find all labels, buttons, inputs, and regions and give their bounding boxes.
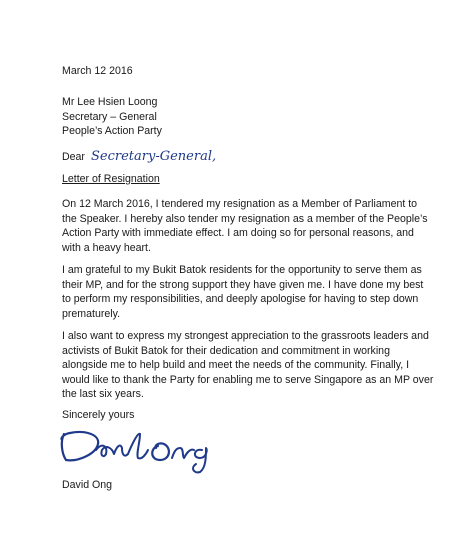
body-paragraph-3: I also want to express my strongest appreciation to the grassroots leaders and activists of Bukit Batok for their dedication and commitment in working alongside me to help build and meet the needs of the community. Finally, I would like to thank the Party for enabling me to serve Singapore as an MP over the last six years. — [62, 330, 434, 401]
closing-line: Sincerely yours — [62, 409, 135, 421]
signatory-name: David Ong — [62, 479, 113, 491]
letter-date: March 12 2016 — [62, 65, 133, 77]
signature-image — [56, 424, 226, 476]
handwritten-salutation — [89, 146, 259, 166]
letter-subject: Letter of Resignation — [62, 173, 160, 185]
recipient-address — [62, 95, 422, 139]
handwritten-salutation-text: Secretary-General, — [90, 149, 217, 164]
recipient-organisation: People’s Action Party — [62, 125, 162, 138]
recipient-name: Mr Lee Hsien Loong — [62, 96, 158, 108]
body-paragraph-1: On 12 March 2016, I tendered my resignation as a Member of Parliament to the Speaker. I hereby also tender my resignation as a member of the People’s Action Party with immediate effect. I am doing so for personal reasons, and with a heavy heart. — [62, 198, 428, 254]
recipient-title: Secretary – General — [62, 110, 157, 123]
salutation-line — [62, 146, 422, 166]
body-paragraph-2: I am grateful to my Bukit Batok residents for the opportunity to serve them as their MP, and for the strong support they have given me. I have done my best to perform my responsibilities, and deeply apologise for having to step down prematurely. — [62, 264, 424, 320]
salutation-word: Dear — [62, 151, 85, 164]
